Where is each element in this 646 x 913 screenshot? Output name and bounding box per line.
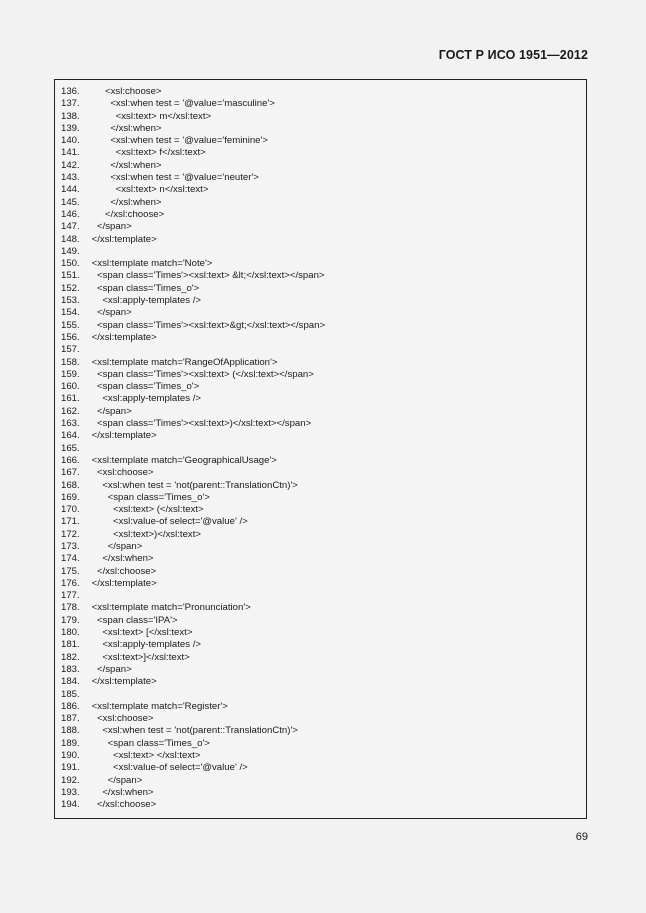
line-code: <xsl:when test = '@value='masculine'> <box>89 98 275 110</box>
line-number: 183. <box>61 663 80 675</box>
code-line <box>61 762 325 774</box>
page-header: ГОСТ Р ИСО 1951—2012 <box>438 48 588 62</box>
line-number: 137. <box>61 98 80 110</box>
line-number: 157. <box>61 344 80 356</box>
code-line <box>61 197 325 209</box>
code-line <box>61 320 325 332</box>
code-line <box>61 123 325 135</box>
line-number: 180. <box>61 627 80 639</box>
line-code: <span class='Times'><xsl:text>)</xsl:text></span> <box>89 418 312 430</box>
line-code: <xsl:apply-templates /> <box>89 639 201 651</box>
line-code: </xsl:template> <box>89 233 157 245</box>
code-line <box>61 369 325 381</box>
code-line <box>61 725 325 737</box>
line-number: 143. <box>61 172 80 184</box>
code-line <box>61 639 325 651</box>
line-code: <xsl:template match='Register'> <box>89 700 228 712</box>
code-line <box>61 713 325 725</box>
code-line <box>61 504 325 516</box>
line-code: <xsl:when test = 'not(parent::TranslationCtn)'> <box>89 479 298 491</box>
code-line <box>61 787 325 799</box>
line-number: 138. <box>61 110 80 122</box>
code-line <box>61 529 325 541</box>
line-code: </xsl:when> <box>89 196 162 208</box>
code-line <box>61 357 325 369</box>
line-number: 150. <box>61 258 80 270</box>
line-number: 160. <box>61 381 80 393</box>
code-line <box>61 775 325 787</box>
code-listing-frame <box>54 79 587 819</box>
code-line <box>61 332 325 344</box>
code-line <box>61 147 325 159</box>
code-line <box>61 209 325 221</box>
line-code: </span> <box>89 405 132 417</box>
line-code: <span class='Times_o'> <box>89 381 200 393</box>
line-number: 189. <box>61 737 80 749</box>
code-line <box>61 111 325 123</box>
line-code: <xsl:text> m</xsl:text> <box>89 110 212 122</box>
line-code: <xsl:text> </xsl:text> <box>89 750 201 762</box>
line-number: 184. <box>61 676 80 688</box>
line-number: 190. <box>61 750 80 762</box>
line-code: </span> <box>89 221 132 233</box>
code-line <box>61 615 325 627</box>
line-code: <xsl:text> f</xsl:text> <box>89 147 206 159</box>
code-line <box>61 418 325 430</box>
code-line <box>61 578 325 590</box>
line-code: </xsl:template> <box>89 430 157 442</box>
code-line <box>61 492 325 504</box>
code-line <box>61 701 325 713</box>
code-line <box>61 652 325 664</box>
line-number: 179. <box>61 614 80 626</box>
line-number: 136. <box>61 86 80 97</box>
line-number: 162. <box>61 405 80 417</box>
line-code: <xsl:apply-templates /> <box>89 393 201 405</box>
page-number: 69 <box>575 831 588 843</box>
line-code: <xsl:template match='GeographicalUsage'> <box>89 454 277 466</box>
code-line <box>61 234 325 246</box>
line-code: <xsl:template match='RangeOfApplication'> <box>89 356 278 368</box>
line-number: 139. <box>61 122 80 134</box>
line-code: </xsl:template> <box>89 676 157 688</box>
line-number: 152. <box>61 282 80 294</box>
line-code: <xsl:text> n</xsl:text> <box>89 184 209 196</box>
line-number: 155. <box>61 319 80 331</box>
code-line <box>61 430 325 442</box>
line-code: </span> <box>89 774 143 786</box>
line-code: <span class='Times_o'> <box>89 282 200 294</box>
code-line <box>61 258 325 270</box>
code-line <box>61 750 325 762</box>
line-code: <xsl:text>)</xsl:text> <box>89 528 201 540</box>
line-number: 148. <box>61 233 80 245</box>
line-code: <xsl:value-of select='@value' /> <box>89 762 248 774</box>
line-number: 192. <box>61 774 80 786</box>
code-line <box>61 135 325 147</box>
line-number: 182. <box>61 651 80 663</box>
line-code: <span class='Times'><xsl:text>&gt;</xsl:text></span> <box>89 319 326 331</box>
line-number: 145. <box>61 196 80 208</box>
code-line <box>61 160 325 172</box>
line-code: </span> <box>89 540 143 552</box>
line-number: 191. <box>61 762 80 774</box>
line-number: 164. <box>61 430 80 442</box>
line-number: 149. <box>61 245 80 257</box>
line-code: <xsl:text> [</xsl:text> <box>89 627 193 639</box>
line-number: 176. <box>61 577 80 589</box>
code-line <box>61 98 325 110</box>
code-line <box>61 246 325 258</box>
code-line <box>61 516 325 528</box>
line-number: 178. <box>61 602 80 614</box>
code-line <box>61 443 325 455</box>
code-line <box>61 172 325 184</box>
line-code: <xsl:template match='Pronunciation'> <box>89 602 251 614</box>
code-line <box>61 393 325 405</box>
line-number: 171. <box>61 516 80 528</box>
code-line <box>61 381 325 393</box>
line-number: 170. <box>61 504 80 516</box>
line-number: 181. <box>61 639 80 651</box>
code-line <box>61 283 325 295</box>
code-line <box>61 270 325 282</box>
line-number: 187. <box>61 713 80 725</box>
line-code: <xsl:value-of select='@value' /> <box>89 516 248 528</box>
line-code: <span class='Times'><xsl:text> &lt;</xsl:text></span> <box>89 270 325 282</box>
code-line <box>61 566 325 578</box>
line-number: 166. <box>61 454 80 466</box>
line-code: </xsl:when> <box>89 159 162 171</box>
code-line <box>61 184 325 196</box>
line-code: </xsl:choose> <box>89 799 157 811</box>
line-code: </span> <box>89 663 132 675</box>
line-number: 167. <box>61 467 80 479</box>
code-line <box>61 627 325 639</box>
line-code: </xsl:when> <box>89 553 154 565</box>
line-code: <xsl:when test = 'not(parent::TranslationCtn)'> <box>89 725 298 737</box>
line-code: </xsl:when> <box>89 786 154 798</box>
code-line <box>61 344 325 356</box>
line-number: 141. <box>61 147 80 159</box>
line-number: 172. <box>61 528 80 540</box>
code-line <box>61 738 325 750</box>
line-code: </xsl:template> <box>89 577 157 589</box>
line-number: 175. <box>61 565 80 577</box>
line-code: <span class='Times_o'> <box>89 737 210 749</box>
line-number: 168. <box>61 479 80 491</box>
line-number: 146. <box>61 208 80 220</box>
code-line <box>61 221 325 233</box>
line-number: 165. <box>61 442 80 454</box>
line-number: 159. <box>61 368 80 380</box>
line-code: </xsl:choose> <box>89 565 157 577</box>
line-number: 163. <box>61 418 80 430</box>
code-line <box>61 455 325 467</box>
line-number: 144. <box>61 184 80 196</box>
line-number: 188. <box>61 725 80 737</box>
code-line <box>61 676 325 688</box>
line-code: </span> <box>89 307 132 319</box>
line-code: </xsl:choose> <box>89 208 165 220</box>
line-code: <xsl:apply-templates /> <box>89 295 201 307</box>
line-number: 174. <box>61 553 80 565</box>
line-number: 193. <box>61 786 80 798</box>
code-line <box>61 406 325 418</box>
line-number: 158. <box>61 356 80 368</box>
line-code: <xsl:when test = '@value='feminine'> <box>89 135 268 147</box>
line-number: 154. <box>61 307 80 319</box>
line-number: 194. <box>61 799 80 811</box>
code-line <box>61 541 325 553</box>
line-code: </xsl:when> <box>89 122 162 134</box>
line-code: <xsl:choose> <box>89 713 154 725</box>
code-line <box>61 689 325 701</box>
line-number: 161. <box>61 393 80 405</box>
code-line <box>61 590 325 602</box>
code-line <box>61 553 325 565</box>
line-code: <xsl:text>]</xsl:text> <box>89 651 190 663</box>
line-number: 156. <box>61 331 80 343</box>
line-number: 140. <box>61 135 80 147</box>
line-number: 153. <box>61 295 80 307</box>
line-code: <span class='Times_o'> <box>89 491 210 503</box>
line-code: <xsl:template match='Note'> <box>89 258 213 270</box>
line-number: 147. <box>61 221 80 233</box>
code-line <box>61 480 325 492</box>
line-number: 186. <box>61 700 80 712</box>
line-code: <xsl:choose> <box>89 86 162 97</box>
line-number: 169. <box>61 491 80 503</box>
line-code: <span class='IPA'> <box>89 614 178 626</box>
code-line <box>61 295 325 307</box>
line-number: 173. <box>61 540 80 552</box>
line-code: </xsl:template> <box>89 331 157 343</box>
code-line <box>61 602 325 614</box>
line-number: 185. <box>61 688 80 700</box>
line-number: 177. <box>61 590 80 602</box>
code-line <box>61 664 325 676</box>
code-line <box>61 86 325 98</box>
line-number: 142. <box>61 159 80 171</box>
line-code: <xsl:when test = '@value='neuter'> <box>89 172 259 184</box>
line-code: <xsl:text> (</xsl:text> <box>89 504 204 516</box>
code-line <box>61 307 325 319</box>
line-number: 151. <box>61 270 80 282</box>
code-line <box>61 799 325 811</box>
code-listing <box>61 86 325 812</box>
line-code: <span class='Times'><xsl:text> (</xsl:text></span> <box>89 368 314 380</box>
code-line <box>61 467 325 479</box>
line-code: <xsl:choose> <box>89 467 154 479</box>
